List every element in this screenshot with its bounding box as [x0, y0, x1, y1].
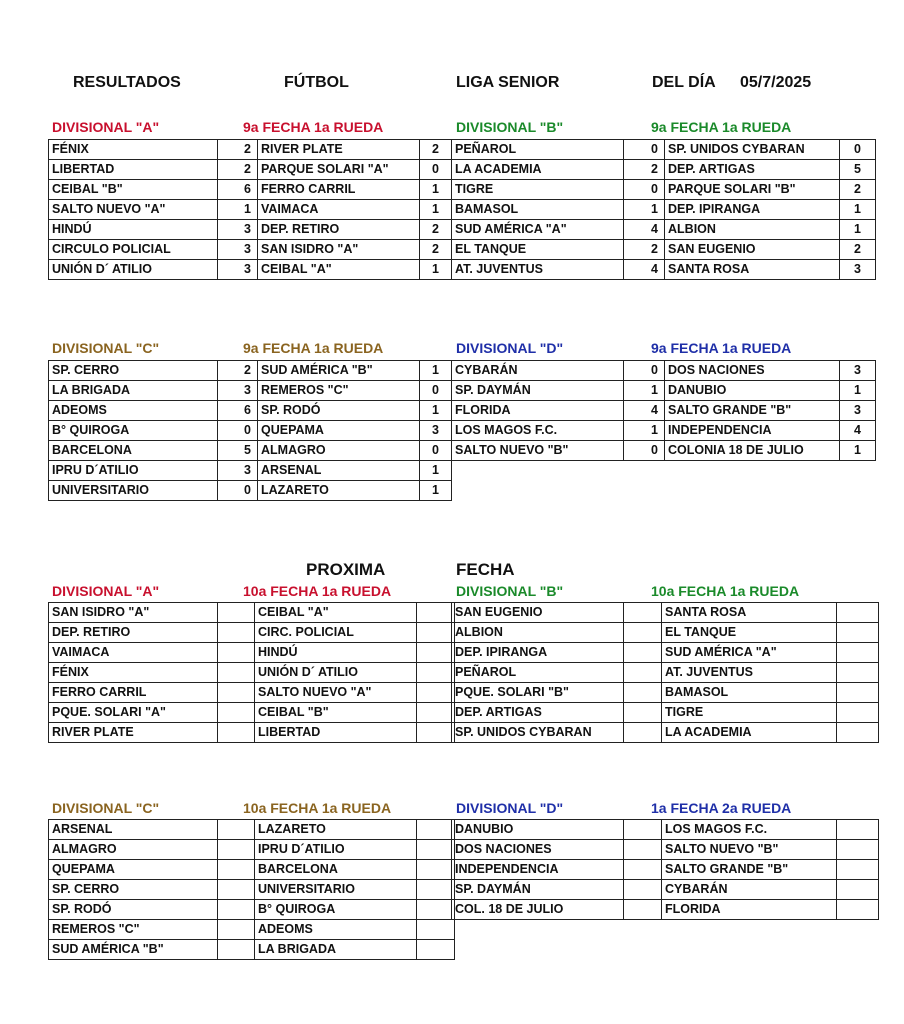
away-score-blank: [417, 880, 455, 900]
result-row: [49, 361, 452, 381]
away-team: CYBARÁN: [662, 880, 837, 900]
home-score-blank: [624, 703, 662, 723]
result-row: [49, 260, 452, 280]
home-score: 4: [624, 401, 665, 421]
away-score-blank: [837, 663, 879, 683]
home-score-blank: [218, 723, 255, 743]
home-score-blank: [218, 920, 255, 940]
fixture-row: [49, 880, 455, 900]
away-score: 1: [420, 180, 452, 200]
away-score: 3: [840, 401, 876, 421]
home-team: ADEOMS: [49, 401, 218, 421]
away-team: FERRO CARRIL: [258, 180, 420, 200]
fixture-row: [49, 820, 455, 840]
away-team: SALTO GRANDE "B": [662, 860, 837, 880]
home-score: 1: [624, 381, 665, 401]
home-team: HINDÚ: [49, 220, 218, 240]
header-futbol: FÚTBOL: [284, 74, 349, 91]
home-score: 3: [218, 461, 258, 481]
away-score-blank: [417, 603, 455, 623]
result-row: [49, 180, 452, 200]
away-score-blank: [417, 900, 455, 920]
away-team: LA BRIGADA: [255, 940, 417, 960]
home-team: SAN EUGENIO: [452, 603, 624, 623]
next-a-round: 10a FECHA 1a RUEDA: [243, 583, 392, 599]
fixture-row: [49, 703, 455, 723]
home-team: LA ACADEMIA: [452, 160, 624, 180]
away-score: 2: [420, 220, 452, 240]
home-team: EL TANQUE: [452, 240, 624, 260]
fixture-row: [452, 900, 879, 920]
next-a-division: DIVISIONAL "A": [52, 583, 160, 599]
results-table-c: [48, 360, 452, 501]
away-team: SANTA ROSA: [665, 260, 840, 280]
away-team: CEIBAL "A": [255, 603, 417, 623]
fixture-row: [49, 900, 455, 920]
away-team: SANTA ROSA: [662, 603, 837, 623]
away-team: CEIBAL "A": [258, 260, 420, 280]
fixture-row: [452, 603, 879, 623]
home-team: DEP. RETIRO: [49, 623, 218, 643]
fixture-row: [452, 663, 879, 683]
away-score-blank: [837, 643, 879, 663]
results-b-division: DIVISIONAL "B": [456, 119, 564, 135]
next-proxima: PROXIMA: [306, 560, 386, 579]
away-score-blank: [417, 643, 455, 663]
away-team: RIVER PLATE: [258, 140, 420, 160]
home-score-blank: [624, 820, 662, 840]
away-score-blank: [837, 723, 879, 743]
fixture-row: [49, 860, 455, 880]
next-table-a: [48, 602, 455, 743]
away-score: 0: [420, 160, 452, 180]
away-score: 1: [420, 200, 452, 220]
away-score-blank: [417, 703, 455, 723]
away-team: DEP. IPIRANGA: [665, 200, 840, 220]
result-row: [452, 260, 876, 280]
home-score: 0: [624, 361, 665, 381]
home-team: LOS MAGOS F.C.: [452, 421, 624, 441]
home-team: PQUE. SOLARI "A": [49, 703, 218, 723]
away-team: UNIÓN D´ ATILIO: [255, 663, 417, 683]
home-score: 3: [218, 220, 258, 240]
home-score-blank: [624, 900, 662, 920]
header-liga: LIGA SENIOR: [456, 74, 560, 91]
result-row: [49, 381, 452, 401]
result-row: [452, 220, 876, 240]
away-score: 0: [420, 381, 452, 401]
away-team: PARQUE SOLARI "A": [258, 160, 420, 180]
header-date: 05/7/2025: [740, 74, 812, 91]
result-row: [49, 421, 452, 441]
fixture-row: [49, 643, 455, 663]
result-row: [49, 200, 452, 220]
next-c-division: DIVISIONAL "C": [52, 800, 160, 816]
away-score-blank: [837, 603, 879, 623]
away-score-blank: [837, 703, 879, 723]
away-score-blank: [837, 623, 879, 643]
home-team: UNIÓN D´ ATILIO: [49, 260, 218, 280]
home-score-blank: [218, 623, 255, 643]
home-team: SAN ISIDRO "A": [49, 603, 218, 623]
result-row: [452, 441, 876, 461]
away-score: 2: [420, 240, 452, 260]
home-score-blank: [624, 663, 662, 683]
away-team: ADEOMS: [255, 920, 417, 940]
away-score: 5: [840, 160, 876, 180]
home-score: 2: [624, 240, 665, 260]
away-score-blank: [417, 860, 455, 880]
home-score-blank: [218, 880, 255, 900]
home-score: 1: [624, 421, 665, 441]
away-score: 2: [420, 140, 452, 160]
away-team: BARCELONA: [255, 860, 417, 880]
next-b-round: 10a FECHA 1a RUEDA: [651, 583, 800, 599]
home-team: PQUE. SOLARI "B": [452, 683, 624, 703]
results-table-a: [48, 139, 452, 280]
fixture-row: [49, 663, 455, 683]
results-table-b: [451, 139, 876, 280]
away-team: CEIBAL "B": [255, 703, 417, 723]
away-team: B° QUIROGA: [255, 900, 417, 920]
home-score: 3: [218, 381, 258, 401]
fixture-row: [452, 860, 879, 880]
home-score: 2: [218, 140, 258, 160]
home-team: FLORIDA: [452, 401, 624, 421]
result-row: [452, 140, 876, 160]
home-team: DANUBIO: [452, 820, 624, 840]
home-score: 0: [218, 421, 258, 441]
away-score: 2: [840, 240, 876, 260]
results-c-round: 9a FECHA 1a RUEDA: [243, 340, 384, 356]
home-score: 4: [624, 260, 665, 280]
home-team: VAIMACA: [49, 643, 218, 663]
away-score: 2: [840, 180, 876, 200]
away-team: ALBION: [665, 220, 840, 240]
away-score-blank: [417, 683, 455, 703]
home-score-blank: [624, 603, 662, 623]
home-team: FÉNIX: [49, 663, 218, 683]
away-team: SALTO NUEVO "B": [662, 840, 837, 860]
home-score: 0: [218, 481, 258, 501]
home-team: REMEROS "C": [49, 920, 218, 940]
away-team: IPRU D´ATILIO: [255, 840, 417, 860]
home-score: 1: [624, 200, 665, 220]
away-team: SAN ISIDRO "A": [258, 240, 420, 260]
fixture-row: [49, 623, 455, 643]
away-team: QUEPAMA: [258, 421, 420, 441]
result-row: [49, 441, 452, 461]
away-score-blank: [417, 623, 455, 643]
away-score-blank: [837, 840, 879, 860]
away-team: LA ACADEMIA: [662, 723, 837, 743]
home-score-blank: [218, 703, 255, 723]
home-score-blank: [218, 900, 255, 920]
away-score: 1: [840, 441, 876, 461]
away-team: LAZARETO: [258, 481, 420, 501]
away-score-blank: [417, 723, 455, 743]
home-team: UNIVERSITARIO: [49, 481, 218, 501]
home-team: QUEPAMA: [49, 860, 218, 880]
away-team: REMEROS "C": [258, 381, 420, 401]
home-score-blank: [624, 723, 662, 743]
home-score: 5: [218, 441, 258, 461]
result-row: [452, 421, 876, 441]
next-table-d: [451, 819, 879, 920]
result-row: [49, 401, 452, 421]
fixture-row: [49, 603, 455, 623]
home-team: TIGRE: [452, 180, 624, 200]
home-score-blank: [624, 683, 662, 703]
home-score: 0: [624, 180, 665, 200]
away-team: SP. RODÓ: [258, 401, 420, 421]
home-team: BAMASOL: [452, 200, 624, 220]
fixture-row: [452, 723, 879, 743]
away-team: DOS NACIONES: [665, 361, 840, 381]
away-team: INDEPENDENCIA: [665, 421, 840, 441]
home-team: COL. 18 DE JULIO: [452, 900, 624, 920]
home-team: FERRO CARRIL: [49, 683, 218, 703]
home-team: ALMAGRO: [49, 840, 218, 860]
home-team: DEP. ARTIGAS: [452, 703, 624, 723]
header-resultados: RESULTADOS: [73, 74, 181, 91]
fixture-row: [452, 820, 879, 840]
away-team: SALTO GRANDE "B": [665, 401, 840, 421]
home-team: SUD AMÉRICA "B": [49, 940, 218, 960]
home-team: LIBERTAD: [49, 160, 218, 180]
home-team: FÉNIX: [49, 140, 218, 160]
away-score: 1: [840, 220, 876, 240]
away-team: EL TANQUE: [662, 623, 837, 643]
away-score: 1: [840, 381, 876, 401]
result-row: [452, 240, 876, 260]
home-team: IPRU D´ATILIO: [49, 461, 218, 481]
away-team: LAZARETO: [255, 820, 417, 840]
home-score-blank: [624, 860, 662, 880]
results-table-d: [451, 360, 876, 461]
home-score-blank: [624, 880, 662, 900]
result-row: [49, 461, 452, 481]
result-row: [49, 140, 452, 160]
home-team: DEP. IPIRANGA: [452, 643, 624, 663]
away-score: 3: [840, 361, 876, 381]
away-team: CIRC. POLICIAL: [255, 623, 417, 643]
home-score-blank: [218, 940, 255, 960]
home-score-blank: [218, 683, 255, 703]
fixture-row: [49, 683, 455, 703]
away-score: 1: [840, 200, 876, 220]
away-team: ARSENAL: [258, 461, 420, 481]
away-team: FLORIDA: [662, 900, 837, 920]
away-team: DEP. ARTIGAS: [665, 160, 840, 180]
results-a-round: 9a FECHA 1a RUEDA: [243, 119, 384, 135]
result-row: [49, 481, 452, 501]
home-team: SP. UNIDOS CYBARAN: [452, 723, 624, 743]
home-score: 4: [624, 220, 665, 240]
home-score-blank: [218, 643, 255, 663]
home-score: 6: [218, 401, 258, 421]
away-score: 3: [420, 421, 452, 441]
away-team: DANUBIO: [665, 381, 840, 401]
away-score-blank: [417, 840, 455, 860]
fixture-row: [452, 880, 879, 900]
result-row: [452, 381, 876, 401]
away-team: SALTO NUEVO "A": [255, 683, 417, 703]
fixture-row: [49, 723, 455, 743]
home-score: 2: [624, 160, 665, 180]
next-d-division: DIVISIONAL "D": [456, 800, 564, 816]
home-score-blank: [218, 820, 255, 840]
next-d-round: 1a FECHA 2a RUEDA: [651, 800, 792, 816]
home-team: RIVER PLATE: [49, 723, 218, 743]
home-score: 0: [624, 441, 665, 461]
home-team: SP. RODÓ: [49, 900, 218, 920]
away-team: COLONIA 18 DE JULIO: [665, 441, 840, 461]
home-team: SALTO NUEVO "A": [49, 200, 218, 220]
away-score: 1: [420, 361, 452, 381]
fixture-row: [452, 643, 879, 663]
away-team: TIGRE: [662, 703, 837, 723]
away-team: SP. UNIDOS CYBARAN: [665, 140, 840, 160]
away-score: 1: [420, 260, 452, 280]
away-score: 1: [420, 461, 452, 481]
home-team: AT. JUVENTUS: [452, 260, 624, 280]
fixture-row: [452, 840, 879, 860]
home-score-blank: [624, 623, 662, 643]
home-score: 6: [218, 180, 258, 200]
result-row: [452, 361, 876, 381]
away-team: PARQUE SOLARI "B": [665, 180, 840, 200]
away-team: UNIVERSITARIO: [255, 880, 417, 900]
home-team: ALBION: [452, 623, 624, 643]
away-score: 3: [840, 260, 876, 280]
result-row: [452, 401, 876, 421]
away-score-blank: [837, 820, 879, 840]
result-row: [49, 160, 452, 180]
home-team: CIRCULO POLICIAL: [49, 240, 218, 260]
next-table-c: [48, 819, 455, 960]
home-score-blank: [218, 603, 255, 623]
away-team: SUD AMÉRICA "A": [662, 643, 837, 663]
home-team: SALTO NUEVO "B": [452, 441, 624, 461]
home-team: BARCELONA: [49, 441, 218, 461]
home-score-blank: [624, 643, 662, 663]
home-team: PEÑAROL: [452, 663, 624, 683]
next-b-division: DIVISIONAL "B": [456, 583, 564, 599]
away-score-blank: [837, 683, 879, 703]
away-team: ALMAGRO: [258, 441, 420, 461]
home-score: 0: [624, 140, 665, 160]
results-b-round: 9a FECHA 1a RUEDA: [651, 119, 792, 135]
header-del-dia: DEL DÍA: [652, 74, 716, 91]
home-score: 3: [218, 260, 258, 280]
next-fecha: FECHA: [456, 560, 515, 579]
away-team: DEP. RETIRO: [258, 220, 420, 240]
fixture-row: [452, 683, 879, 703]
results-c-division: DIVISIONAL "C": [52, 340, 160, 356]
fixture-row: [49, 940, 455, 960]
result-row: [452, 160, 876, 180]
home-team: SUD AMÉRICA "A": [452, 220, 624, 240]
home-team: B° QUIROGA: [49, 421, 218, 441]
away-team: VAIMACA: [258, 200, 420, 220]
next-table-b: [451, 602, 879, 743]
away-score: 1: [420, 481, 452, 501]
result-row: [452, 180, 876, 200]
next-c-round: 10a FECHA 1a RUEDA: [243, 800, 392, 816]
home-team: SP. CERRO: [49, 880, 218, 900]
fixture-row: [49, 920, 455, 940]
result-row: [49, 240, 452, 260]
fixture-row: [452, 623, 879, 643]
away-team: AT. JUVENTUS: [662, 663, 837, 683]
home-score: 2: [218, 361, 258, 381]
away-score-blank: [417, 920, 455, 940]
away-score-blank: [417, 940, 455, 960]
home-score-blank: [218, 663, 255, 683]
away-score: 4: [840, 421, 876, 441]
away-score-blank: [837, 900, 879, 920]
away-team: HINDÚ: [255, 643, 417, 663]
away-team: SUD AMÉRICA "B": [258, 361, 420, 381]
home-score: 3: [218, 240, 258, 260]
home-team: CYBARÁN: [452, 361, 624, 381]
away-team: BAMASOL: [662, 683, 837, 703]
result-row: [452, 200, 876, 220]
home-team: ARSENAL: [49, 820, 218, 840]
fixture-row: [49, 840, 455, 860]
home-team: CEIBAL "B": [49, 180, 218, 200]
away-score: 1: [420, 401, 452, 421]
home-score-blank: [218, 860, 255, 880]
away-score-blank: [837, 860, 879, 880]
home-team: SP. DAYMÁN: [452, 880, 624, 900]
away-score-blank: [417, 663, 455, 683]
home-score-blank: [624, 840, 662, 860]
home-team: SP. CERRO: [49, 361, 218, 381]
away-team: LOS MAGOS F.C.: [662, 820, 837, 840]
home-team: DOS NACIONES: [452, 840, 624, 860]
away-score-blank: [417, 820, 455, 840]
home-team: PEÑAROL: [452, 140, 624, 160]
home-team: LA BRIGADA: [49, 381, 218, 401]
results-a-division: DIVISIONAL "A": [52, 119, 160, 135]
results-d-round: 9a FECHA 1a RUEDA: [651, 340, 792, 356]
result-row: [49, 220, 452, 240]
away-score: 0: [420, 441, 452, 461]
away-team: SAN EUGENIO: [665, 240, 840, 260]
home-score: 2: [218, 160, 258, 180]
home-team: SP. DAYMÁN: [452, 381, 624, 401]
results-d-division: DIVISIONAL "D": [456, 340, 564, 356]
away-score-blank: [837, 880, 879, 900]
home-team: INDEPENDENCIA: [452, 860, 624, 880]
home-score: 1: [218, 200, 258, 220]
away-team: LIBERTAD: [255, 723, 417, 743]
away-score: 0: [840, 140, 876, 160]
fixture-row: [452, 703, 879, 723]
home-score-blank: [218, 840, 255, 860]
